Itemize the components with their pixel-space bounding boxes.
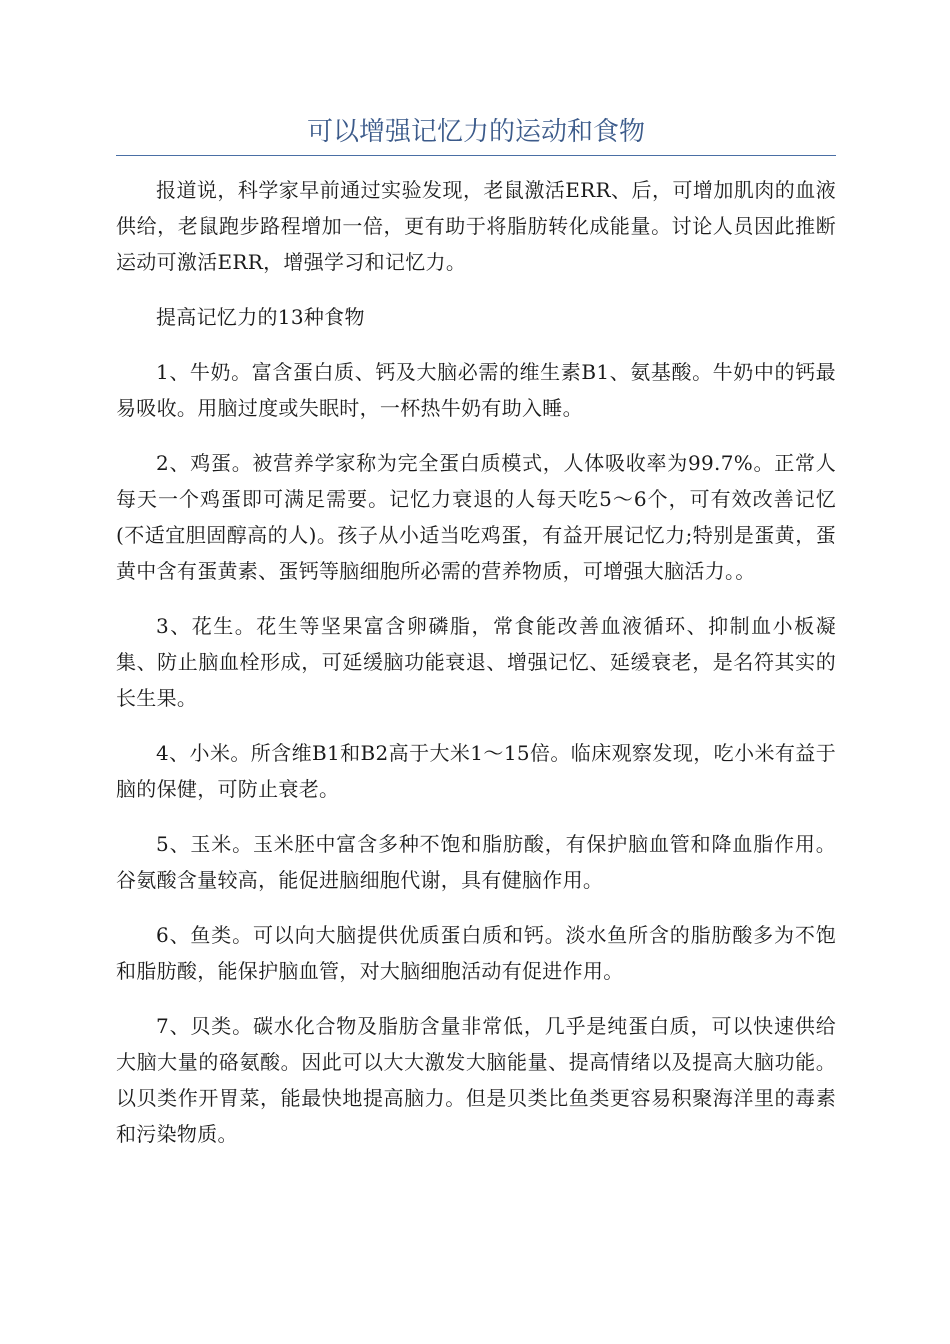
document-body <box>116 172 836 1171</box>
paragraph-shellfish: 7、贝类。碳水化合物及脂肪含量非常低，几乎是纯蛋白质，可以快速供给大脑大量的硌氨酸。因此可以大大激发大脑能量、提高情绪以及提高大脑功能。以贝类作开胃菜，能最快地提高脑力。但是贝类比鱼类更容易积聚海洋里的毒素和污染物质。 <box>116 1014 836 1146</box>
paragraph-corn: 5、玉米。玉米胚中富含多种不饱和脂肪酸，有保护脑血管和降血脂作用。谷氨酸含量较高，能促进脑细胞代谢，具有健脑作用。 <box>116 832 836 892</box>
document-title: 可以增强记忆力的运动和食物 <box>306 117 645 147</box>
paragraph-egg: 2、鸡蛋。被营养学家称为完全蛋白质模式，人体吸收率为99.7%。正常人每天一个鸡蛋即可满足需要。记忆力衰退的人每天吃5～6个，可有效改善记忆(不适宜胆固醇高的人)。孩子从小适当吃鸡蛋，有益开展记忆力;特别是蛋黄，蛋黄中含有蛋黄素、蛋钙等脑细胞所必需的营养物质，可增强大脑活力。。 <box>116 451 836 583</box>
paragraph-food-list-heading: 提高记忆力的13种食物 <box>156 305 365 329</box>
paragraph-peanut: 3、花生。花生等坚果富含卵磷脂，常食能改善血液循环、抑制血小板凝集、防止脑血栓形成，可延缓脑功能衰退、增强记忆、延缓衰老，是名符其实的长生果。 <box>116 614 836 710</box>
paragraph-intro: 报道说，科学家早前通过实验发现，老鼠激活ERR、后，可增加肌肉的血液供给，老鼠跑步路程增加一倍，更有助于将脂肪转化成能量。讨论人员因此推断运动可激活ERR，增强学习和记忆力。 <box>116 178 836 274</box>
title-underline <box>116 155 836 156</box>
paragraph-milk: 1、牛奶。富含蛋白质、钙及大脑必需的维生素B1、氨基酸。牛奶中的钙最易吸收。用脑过度或失眠时，一杯热牛奶有助入睡。 <box>116 360 836 420</box>
paragraph-fish: 6、鱼类。可以向大脑提供优质蛋白质和钙。淡水鱼所含的脂肪酸多为不饱和脂肪酸，能保护脑血管，对大脑细胞活动有促进作用。 <box>116 923 836 983</box>
paragraph-millet: 4、小米。所含维B1和B2高于大米1～15倍。临床观察发现，吃小米有益于脑的保健，可防止衰老。 <box>116 741 836 801</box>
